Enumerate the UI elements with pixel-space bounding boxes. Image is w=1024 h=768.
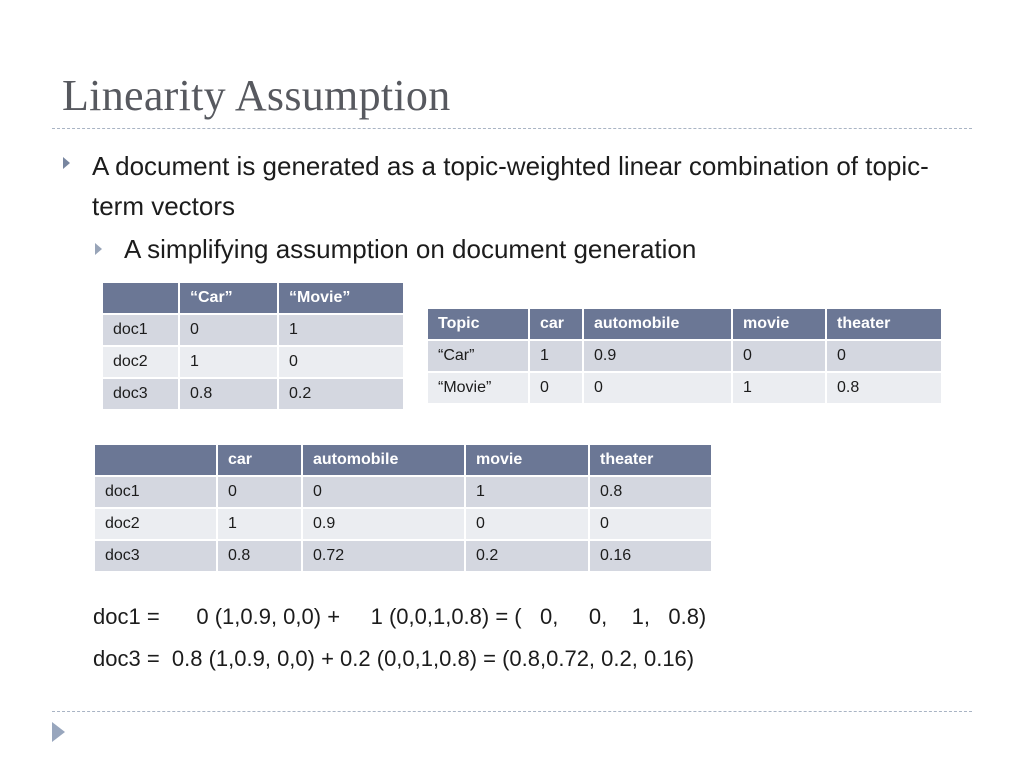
table-cell: 0.8 bbox=[826, 372, 942, 404]
table-row bbox=[94, 540, 712, 572]
doc-term-table bbox=[93, 443, 713, 573]
table-cell: 0 bbox=[826, 340, 942, 372]
table-row bbox=[102, 378, 404, 410]
table-cell: 0.9 bbox=[583, 340, 732, 372]
table-header-cell: movie bbox=[732, 308, 826, 340]
table-header-row bbox=[102, 282, 404, 314]
table-header-cell: movie bbox=[465, 444, 589, 476]
table-cell: 0 bbox=[302, 476, 465, 508]
equation-doc3: doc3 = 0.8 (1,0.9, 0,0) + 0.2 (0,0,1,0.8) = (0.8,0.72, 0.2, 0.16) bbox=[93, 646, 695, 671]
table-header-cell: “Car” bbox=[179, 282, 278, 314]
table-cell: 1 bbox=[529, 340, 583, 372]
table-row bbox=[102, 346, 404, 378]
table-cell: 1 bbox=[465, 476, 589, 508]
table-header-cell: Topic bbox=[427, 308, 529, 340]
bullet-text-level1: A document is generated as a topic-weighted linear combination of topic-term vectors bbox=[92, 151, 929, 221]
table-row bbox=[94, 476, 712, 508]
table-cell: doc3 bbox=[102, 378, 179, 410]
table-cell: 1 bbox=[278, 314, 404, 346]
table-cell: 0.2 bbox=[278, 378, 404, 410]
table-header-cell: car bbox=[217, 444, 302, 476]
table-cell: 1 bbox=[732, 372, 826, 404]
slide-title: Linearity Assumption bbox=[62, 71, 451, 120]
table-cell: 0 bbox=[732, 340, 826, 372]
bullet-text-level2: A simplifying assumption on document generation bbox=[124, 234, 697, 264]
table-cell: 0.8 bbox=[589, 476, 712, 508]
table-cell: 0 bbox=[465, 508, 589, 540]
doc-topic-table bbox=[101, 281, 405, 411]
table-cell: 0 bbox=[179, 314, 278, 346]
table-cell: doc1 bbox=[102, 314, 179, 346]
slide-nav-arrow-icon bbox=[52, 722, 65, 742]
table-cell: 0.9 bbox=[302, 508, 465, 540]
table-header-cell: “Movie” bbox=[278, 282, 404, 314]
topic-term-table bbox=[426, 307, 943, 405]
table-header-cell bbox=[102, 282, 179, 314]
table-cell: 1 bbox=[217, 508, 302, 540]
table-cell: 0.8 bbox=[217, 540, 302, 572]
sub-bullet-arrow-icon bbox=[95, 243, 102, 255]
table-header-cell: automobile bbox=[302, 444, 465, 476]
table-cell: 0.2 bbox=[465, 540, 589, 572]
table-cell: 0 bbox=[278, 346, 404, 378]
footer-divider bbox=[52, 711, 972, 712]
table-header-cell: theater bbox=[589, 444, 712, 476]
table-header-cell: theater bbox=[826, 308, 942, 340]
table-row bbox=[427, 372, 942, 404]
table-cell: 0.8 bbox=[179, 378, 278, 410]
title-divider bbox=[52, 128, 972, 129]
table-row bbox=[102, 314, 404, 346]
table-cell: 0 bbox=[589, 508, 712, 540]
table-cell: 0 bbox=[529, 372, 583, 404]
table-cell: 0 bbox=[217, 476, 302, 508]
table-header-row bbox=[427, 308, 942, 340]
bullet-arrow-icon bbox=[63, 157, 70, 169]
table-cell: “Movie” bbox=[427, 372, 529, 404]
table-header-cell bbox=[94, 444, 217, 476]
table-cell: 0.72 bbox=[302, 540, 465, 572]
table-cell: 0.16 bbox=[589, 540, 712, 572]
table-cell: “Car” bbox=[427, 340, 529, 372]
table-header-cell: car bbox=[529, 308, 583, 340]
table-cell: doc2 bbox=[102, 346, 179, 378]
table-cell: doc3 bbox=[94, 540, 217, 572]
table-cell: doc1 bbox=[94, 476, 217, 508]
table-row bbox=[427, 340, 942, 372]
table-header-cell: automobile bbox=[583, 308, 732, 340]
table-header-row bbox=[94, 444, 712, 476]
table-cell: 1 bbox=[179, 346, 278, 378]
equation-doc1: doc1 = 0 (1,0.9, 0,0) + 1 (0,0,1,0.8) = ( 0, 0, 1, 0.8) bbox=[93, 604, 707, 629]
table-row bbox=[94, 508, 712, 540]
table-cell: 0 bbox=[583, 372, 732, 404]
table-cell: doc2 bbox=[94, 508, 217, 540]
